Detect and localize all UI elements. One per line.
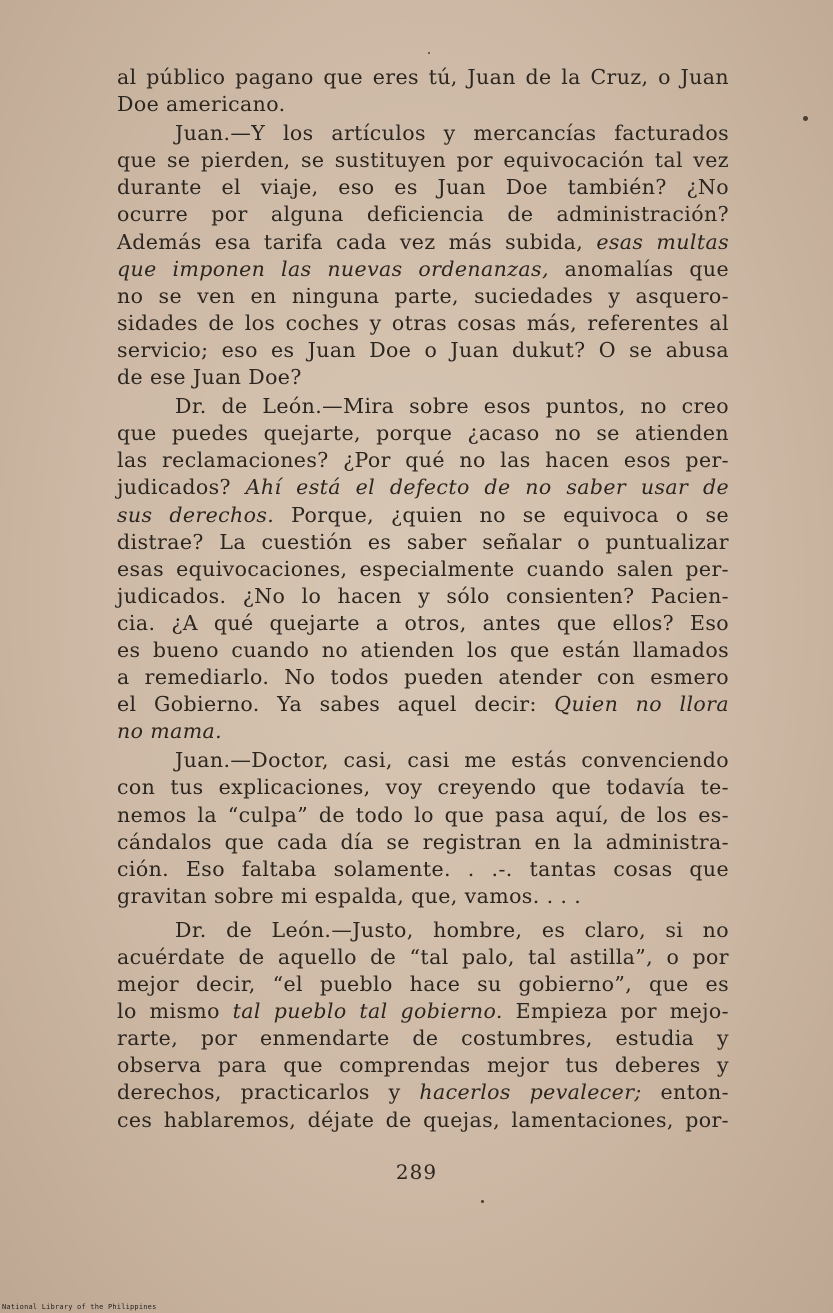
footer-credit: National Library of the Philippines [2, 1303, 157, 1311]
text-line: esas equivocaciones, especialmente cuando salen per- [117, 556, 729, 581]
text-line: que imponen las nuevas ordenanzas, anomalías que [117, 256, 729, 281]
text-line: gravitan sobre mi espalda, que, vamos. . . . [117, 883, 582, 908]
text-line: observa para que comprendas mejor tus deberes y [117, 1053, 729, 1078]
text-line: acuérdate de aquello de “tal palo, tal astilla”, o por [117, 945, 729, 969]
text-line: derechos, practicarlos y hacerlos pevalecer; enton- [117, 1080, 729, 1105]
text-line: sus derechos. Porque, ¿quien no se equivoca o se [117, 502, 729, 527]
text-line: las reclamaciones? ¿Por qué no las hacen esos per- [117, 448, 729, 473]
text-line: no mama. [117, 719, 223, 744]
text-line: servicio; eso es Juan Doe o Juan dukut? O se abusa [117, 337, 729, 362]
paragraph [117, 917, 729, 1134]
text-line: sidades de los coches y otras cosas más, referentes al [117, 310, 729, 335]
text-line: Juan.—Y los artículos y mercancías facturados [175, 121, 729, 146]
text-line: Dr. de León.—Mira sobre esos puntos, no creo [175, 394, 729, 419]
text-line: lo mismo tal pueblo tal gobierno. Empieza por mejo- [117, 999, 730, 1024]
text-line: al público pagano que eres tú, Juan de la Cruz, o Juan [117, 65, 729, 89]
text-line: Juan.—Doctor, casi, casi me estás convenciendo [175, 748, 729, 773]
paragraph [117, 747, 729, 910]
text-line: que se pierden, se sustituyen por equivocación tal vez [117, 148, 729, 173]
text-line: es bueno cuando no atienden los que están llamados [117, 637, 729, 662]
page-number: 289 [395, 1160, 438, 1184]
text-line: mejor decir, “el pueblo hace su gobierno”, que es [117, 972, 729, 997]
text-line: Además esa tarifa cada vez más subida, esas multas [117, 229, 729, 254]
text-line: durante el viaje, eso es Juan Doe también? ¿No [117, 175, 729, 200]
text-line: ocurre por alguna deficiencia de administración? [117, 202, 729, 227]
text-line: cia. ¿A qué quejarte a otros, antes que ellos? Eso [117, 610, 729, 635]
text-line: Dr. de León.—Justo, hombre, es claro, si no [175, 917, 729, 942]
text-line: que puedes quejarte, porque ¿acaso no se atienden [117, 421, 729, 446]
text-line: nemos la “culpa” de todo lo que pasa aquí, de los es- [117, 802, 729, 827]
text-line: distrae? La cuestión es saber señalar o puntualizar [117, 529, 729, 554]
text-line: ción. Eso faltaba solamente. . .-. tantas cosas que [117, 856, 729, 881]
text-line: judicados. ¿No lo hacen y sólo consienten? Pacien- [117, 583, 729, 608]
text-line: Doe americano. [117, 92, 286, 117]
text-line: rarte, por enmendarte de costumbres, estudia y [117, 1026, 729, 1051]
text-line: ces hablaremos, déjate de quejas, lamentaciones, por- [117, 1107, 729, 1132]
paragraph [117, 393, 729, 745]
page-text [117, 64, 729, 1134]
ink-speck [481, 1200, 484, 1203]
text-line: a remediarlo. No todos pueden atender con esmero [117, 665, 729, 690]
text-line: el Gobierno. Ya sabes aquel decir: Quien no llora [117, 692, 729, 717]
text-line: con tus explicaciones, voy creyendo que todavía te- [117, 775, 729, 800]
text-line: judicados? Ahí está el defecto de no saber usar de [117, 475, 729, 500]
paragraph [117, 64, 729, 118]
text-line: no se ven en ninguna parte, suciedades y asquero- [117, 283, 729, 308]
ink-speck [803, 116, 808, 121]
ink-speck [428, 52, 430, 54]
text-line: de ese Juan Doe? [117, 365, 302, 390]
text-line: cándalos que cada día se registran en la administra- [117, 829, 729, 854]
paragraph [117, 120, 729, 391]
